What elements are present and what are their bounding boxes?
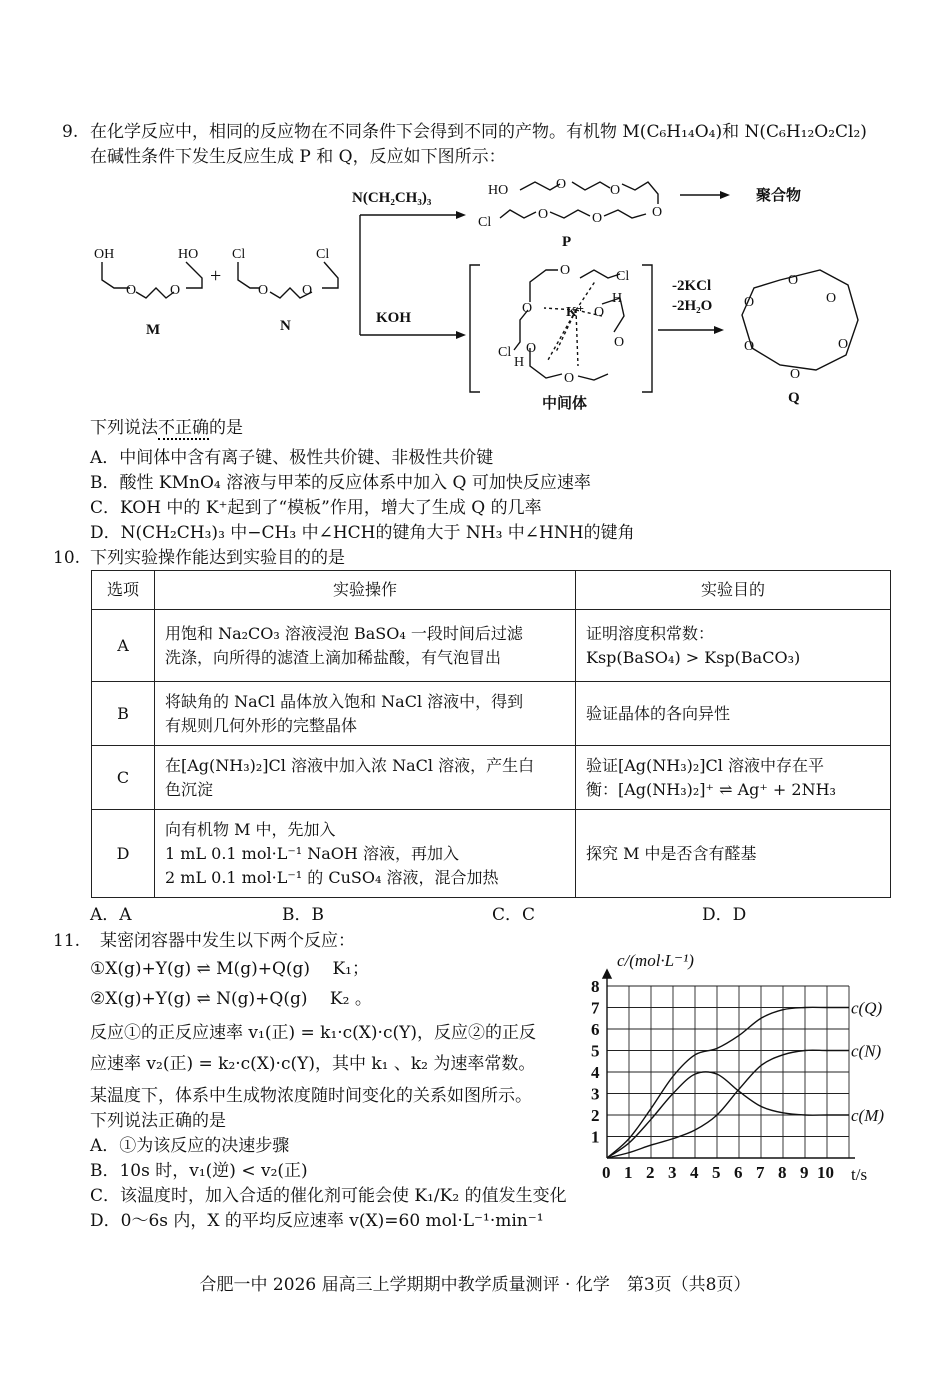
q11-option-d: D．0～6s 内，X 的平均反应速率 v(X)=60 mol·L⁻¹·min⁻¹ — [90, 1211, 544, 1231]
p-chain-top-b — [572, 182, 610, 190]
table-row — [92, 746, 891, 810]
q9-question-post: 的是 — [209, 418, 243, 438]
row-c-purpose — [576, 746, 891, 810]
table-row — [92, 682, 891, 746]
y-tick-label: 8 — [591, 977, 600, 996]
row-b-op-line1: 将缺角的 NaCl 晶体放入饱和 NaCl 溶液中，得到 — [165, 691, 524, 711]
q10-stem: 下列实验操作能达到实验目的的是 — [90, 548, 345, 568]
y-tick-label: 5 — [591, 1041, 600, 1061]
n-cl-right: Cl — [316, 247, 330, 262]
row-d-op-line2: 1 mL 0.1 mol·L⁻¹ NaOH 溶液，再加入 — [165, 843, 459, 863]
q10-number: 10. — [53, 548, 81, 568]
series-label: c(Q) — [851, 998, 883, 1018]
row-c-operation — [155, 746, 576, 810]
row-b-purpose: 验证晶体的各向异性 — [576, 682, 891, 746]
series-label: c(M) — [851, 1106, 885, 1125]
int-oh: O — [594, 305, 605, 320]
row-a-op-line2: 洗涤，向所得的滤渣上滴加稀盐酸，有气泡冒出 — [165, 647, 502, 667]
q-ring — [742, 270, 858, 370]
top-arrowhead — [456, 211, 466, 219]
n-cl-left: Cl — [232, 247, 246, 262]
label-q: Q — [788, 390, 800, 406]
concentration-time-chart — [585, 940, 905, 1180]
page-footer: 合肥一中 2026 届高三上学期期中教学质量测评 · 化学 第3页（共8页） — [199, 1275, 751, 1295]
header-purpose: 实验目的 — [576, 571, 891, 610]
q9-number: 9. — [62, 122, 79, 142]
q-o-1: O — [788, 273, 799, 288]
int-ring-e — [578, 374, 608, 380]
m-o-1: O — [126, 283, 137, 298]
label-p: P — [562, 234, 572, 250]
row-b-operation — [155, 682, 576, 746]
n-chain-right — [322, 262, 338, 288]
m-backbone — [136, 288, 174, 298]
header-option: 选项 — [92, 571, 155, 610]
y-tick-label: 1 — [591, 1127, 600, 1147]
row-c-purpose-line1: 验证[Ag(NH₃)₂]Cl 溶液中存在平 — [586, 755, 824, 775]
x-tick-label: 1 — [624, 1163, 633, 1180]
q11-option-b: B．10s 时，v₁(逆) < v₂(正) — [90, 1161, 308, 1181]
q10-choice-a: A．A — [90, 905, 132, 925]
p-chain-top-a — [520, 182, 560, 190]
x-tick-label: 10 — [817, 1163, 834, 1180]
int-o-3: O — [614, 335, 625, 350]
q-o-4: O — [790, 367, 801, 382]
p-o-3: O — [652, 205, 663, 220]
q11-line2: ①X(g)+Y(g) ⇌ M(g)+Q(g) K₁； — [90, 959, 369, 979]
x-tick-label: 3 — [668, 1163, 677, 1180]
q11-option-c: C．该温度时，加入合适的催化剂可能会使 K₁/K₂ 的值发生变化 — [90, 1186, 567, 1206]
p-chain-top-c — [622, 182, 658, 204]
table-row — [92, 610, 891, 682]
row-b-op-line2: 有规则几何外形的完整晶体 — [165, 715, 358, 735]
series-line-cn — [607, 1050, 849, 1158]
y-tick-label: 3 — [591, 1084, 600, 1104]
p-chain-bottom-b — [550, 210, 590, 218]
p-o-1: O — [556, 177, 567, 192]
q10-choice-b: B．B — [282, 905, 324, 925]
row-d-op-line3: 2 mL 0.1 mol·L⁻¹ 的 CuSO₄ 溶液，混合加热 — [165, 867, 499, 887]
q11-number: 11. — [53, 931, 81, 951]
x-tick-label: 5 — [712, 1163, 721, 1180]
row-b-option: B — [92, 682, 155, 746]
p-cl: Cl — [478, 215, 492, 230]
bracket-left — [470, 265, 480, 392]
p-ho: HO — [488, 183, 509, 198]
reagent-top: N(CH₂CH₃)₃ — [352, 190, 432, 206]
x-tick-label: 2 — [646, 1163, 655, 1180]
q9-option-b: B．酸性 KMnO₄ 溶液与甲苯的反应体系中加入 Q 可加快反应速率 — [90, 473, 591, 493]
int-ring-b — [580, 270, 620, 278]
m-chain-right — [186, 262, 202, 288]
table-row — [92, 810, 891, 898]
q10-choice-d: D．D — [702, 905, 747, 925]
polymer-label: 聚合物 — [756, 188, 802, 204]
q11-line1: 某密闭容器中发生以下两个反应： — [100, 931, 355, 951]
m-ho-right: HO — [178, 247, 199, 262]
elim-kcl: -2KCl — [672, 278, 712, 294]
plus-sign: + — [210, 265, 222, 287]
q-o-2: O — [826, 291, 837, 306]
row-a-option: A — [92, 610, 155, 682]
int-o-1: O — [560, 263, 571, 278]
experiment-table — [91, 570, 891, 898]
x-axis-label: t/s — [851, 1165, 868, 1180]
q11-option-a: A．①为该反应的决速步骤 — [90, 1136, 290, 1156]
row-a-purpose — [576, 610, 891, 682]
q9-question-pre: 下列说法 — [90, 418, 158, 438]
q9-stem-line1: 在化学反应中，相同的反应物在不同条件下会得到不同的产物。有机物 M(C₆H₁₄O₄)和 N(C₆H₁₂O₂Cl₂) — [90, 122, 867, 142]
int-ring-a — [530, 270, 558, 302]
int-cl-bottom: Cl — [498, 345, 512, 360]
y-tick-label: 4 — [591, 1063, 600, 1082]
int-cl-top: Cl — [616, 269, 630, 284]
y-axis-label: c/(mol·L⁻¹) — [617, 951, 694, 970]
n-chain-left — [238, 262, 260, 288]
int-h-top: H — [612, 291, 623, 306]
reaction-scheme — [90, 170, 890, 415]
q9-question — [90, 416, 243, 440]
y-tick-label: 6 — [591, 1020, 600, 1039]
int-o-4: O — [526, 341, 537, 356]
reagent-bottom: KOH — [376, 310, 412, 326]
int-o-2: O — [522, 301, 533, 316]
row-d-purpose: 探究 M 中是否含有醛基 — [576, 810, 891, 898]
q11-line5: 应速率 v₂(正) = k₂·c(X)·c(Y)，其中 k₁ 、k₂ 为速率常数。 — [90, 1054, 536, 1074]
p-o-5: O — [592, 211, 603, 226]
p-chain-bottom-c — [604, 210, 646, 218]
row-d-operation — [155, 810, 576, 898]
q9-option-d: D．N(CH₂CH₃)₃ 中−CH₃ 中∠HCH的键角大于 NH₃ 中∠HNH的键角 — [90, 523, 635, 543]
q10-choice-c: C．C — [492, 905, 536, 925]
q-o-5: O — [744, 339, 755, 354]
q9-option-a: A．中间体中含有离子键、极性共价键、非极性共价键 — [90, 448, 494, 468]
bottom-arrowhead — [456, 331, 466, 339]
q-o-6: O — [744, 295, 755, 310]
q9-option-c: C．KOH 中的 K⁺起到了“模板”作用，增大了生成 Q 的几率 — [90, 498, 542, 518]
row-a-op-line1: 用饱和 Na₂CO₃ 溶液浸泡 BaSO₄ 一段时间后过滤 — [165, 623, 523, 643]
row-a-purpose-line1: 证明溶度积常数： — [586, 623, 715, 643]
bracket-right — [642, 265, 652, 392]
x-tick-label: 7 — [756, 1163, 765, 1180]
x-tick-label: 9 — [800, 1163, 809, 1180]
row-c-option: C — [92, 746, 155, 810]
q-arrowhead — [714, 326, 724, 334]
y-axis-arrow — [603, 970, 611, 978]
x-tick-label: 0 — [602, 1163, 611, 1180]
row-c-op-line2: 色沉淀 — [165, 779, 214, 799]
p-o-4: O — [538, 207, 549, 222]
q11-line6: 某温度下，体系中生成物浓度随时间变化的关系如图所示。 — [90, 1086, 532, 1106]
row-c-purpose-line2: 衡：[Ag(NH₃)₂]⁺ ⇌ Ag⁺ + 2NH₃ — [586, 779, 836, 799]
n-o-2: O — [302, 283, 313, 298]
q11-line7: 下列说法正确的是 — [90, 1111, 226, 1131]
p-chain-bottom-a — [500, 210, 536, 218]
label-m: M — [146, 322, 161, 338]
x-tick-label: 4 — [690, 1163, 699, 1180]
q11-line4: 反应①的正反应速率 v₁(正) = k₁·c(X)·c(Y)，反应②的正反 — [90, 1023, 536, 1043]
row-c-op-line1: 在[Ag(NH₃)₂]Cl 溶液中加入浓 NaCl 溶液，产生白 — [165, 755, 535, 775]
int-h-bottom: H — [514, 355, 525, 370]
x-tick-label: 6 — [734, 1163, 743, 1180]
q9-stem-line2: 在碱性条件下发生反应生成 P 和 Q，反应如下图所示： — [90, 147, 506, 167]
header-operation: 实验操作 — [155, 571, 576, 610]
m-o-2: O — [170, 283, 181, 298]
label-n: N — [280, 318, 291, 334]
q11-line3: ②X(g)+Y(g) ⇌ N(g)+Q(g) K₂ 。 — [90, 989, 372, 1009]
n-o-1: O — [258, 283, 269, 298]
table-header-row — [92, 571, 891, 610]
y-tick-label: 7 — [591, 998, 600, 1018]
x-tick-label: 8 — [778, 1163, 787, 1180]
elim-h2o: -2H₂O — [672, 298, 713, 314]
polymer-arrowhead — [720, 191, 730, 199]
row-d-op-line1: 向有机物 M 中，先加入 — [165, 819, 336, 839]
series-label: c(N) — [851, 1041, 882, 1061]
p-o-2: O — [610, 183, 621, 198]
intermediate-label: 中间体 — [542, 396, 588, 412]
row-d-option: D — [92, 810, 155, 898]
m-oh-left: OH — [94, 247, 115, 262]
y-tick-label: 2 — [591, 1106, 600, 1125]
k-ion: K⁺ — [566, 305, 585, 320]
q-o-3: O — [838, 337, 849, 352]
row-a-operation — [155, 610, 576, 682]
q9-question-emphasis: 不正确 — [158, 418, 209, 438]
row-a-purpose-line2: Ksp(BaSO₄) > Ksp(BaCO₃) — [586, 647, 801, 667]
int-o-5: O — [564, 371, 575, 386]
